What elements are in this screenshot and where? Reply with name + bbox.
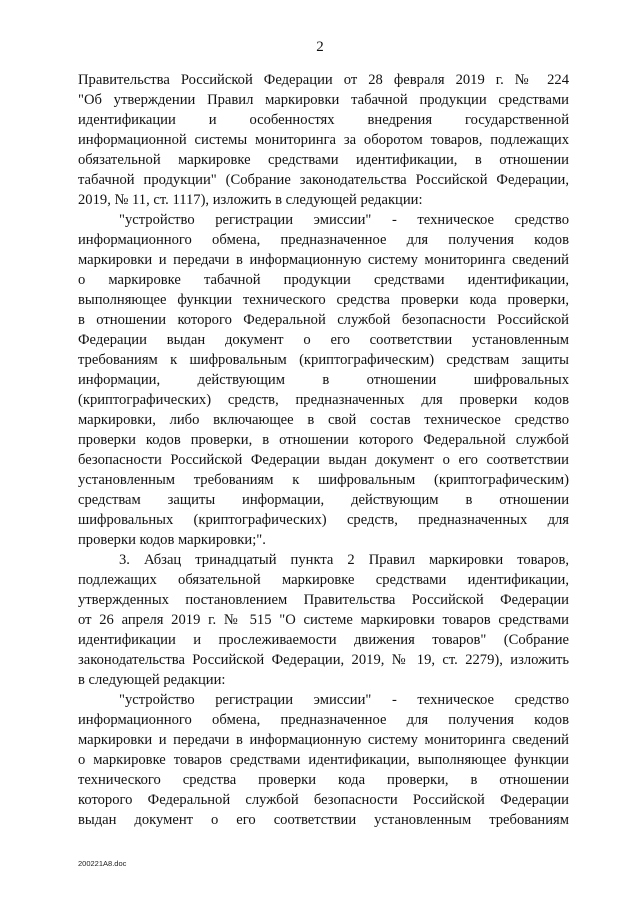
- text-line: шифровальных (криптографических) средств, предназначенных для: [78, 512, 569, 528]
- text-line: установленным требованиям к шифровальным (криптографическим): [78, 472, 569, 488]
- text-line: (криптографических) средств, предназначенных для проверки кодов: [78, 392, 569, 408]
- text-line: которого Федеральной службой безопасности Российской Федерации: [78, 792, 569, 808]
- text-line: проверки кодов маркировки;".: [78, 532, 266, 548]
- text-line: Правительства Российской Федерации от 28 февраля 2019 г. № 224: [78, 72, 569, 88]
- page-number: 2: [316, 39, 324, 55]
- text-line: маркировки и передачи в информационную систему мониторинга сведений: [78, 252, 569, 268]
- file-name-footer: 200221A8.doc: [78, 859, 127, 868]
- text-line: утвержденных постановлением Правительства Российской Федерации: [78, 592, 569, 608]
- text-line: 3. Абзац тринадцатый пункта 2 Правил маркировки товаров,: [119, 552, 569, 568]
- text-line: 2019, № 11, ст. 1117), изложить в следующей редакции:: [78, 192, 423, 208]
- text-line: информационного обмена, предназначенное для получения кодов: [78, 232, 569, 248]
- text-line: средствам защиты информации, действующим в отношении: [78, 492, 569, 508]
- text-line: требованиям к шифровальным (криптографическим) средствам защиты: [78, 352, 569, 368]
- text-line: "Об утверждении Правил маркировки табачной продукции средствами: [78, 92, 569, 108]
- text-line: в следующей редакции:: [78, 672, 226, 688]
- text-line: информации, действующим в отношении шифровальных: [78, 372, 569, 388]
- text-line: технического средства проверки кода проверки, в отношении: [78, 772, 569, 788]
- text-line: выполняющее функции технического средства проверки кода проверки,: [78, 292, 569, 308]
- text-line: проверки кодов проверки, в отношении которого Федеральной службой: [78, 432, 569, 448]
- text-line: обязательной маркировке средствами идентификации, в отношении: [78, 152, 569, 168]
- text-line: в отношении которого Федеральной службой безопасности Российской: [78, 312, 569, 328]
- text-line: информационного обмена, предназначенное для получения кодов: [78, 712, 569, 728]
- text-line: "устройство регистрации эмиссии" - техническое средство: [119, 212, 569, 228]
- text-line: подлежащих обязательной маркировке средствами идентификации,: [78, 572, 569, 588]
- body-text: [78, 70, 569, 830]
- text-line: от 26 апреля 2019 г. № 515 "О системе маркировки товаров средствами: [78, 612, 569, 628]
- text-line: "устройство регистрации эмиссии" - техническое средство: [119, 692, 569, 708]
- text-line: о маркировке товаров средствами идентификации, выполняющее функции: [78, 752, 569, 768]
- text-line: Федерации выдан документ о его соответствии установленным: [78, 332, 569, 348]
- text-line: табачной продукции" (Собрание законодательства Российской Федерации,: [78, 172, 569, 188]
- text-line: о маркировке табачной продукции средствами идентификации,: [78, 272, 569, 288]
- text-line: маркировки и передачи в информационную систему мониторинга сведений: [78, 732, 569, 748]
- text-line: идентификации и особенностях внедрения государственной: [78, 112, 569, 128]
- text-line: законодательства Российской Федерации, 2019, № 19, ст. 2279), изложить: [78, 652, 569, 668]
- text-line: безопасности Российской Федерации выдан документ о его соответствии: [78, 452, 569, 468]
- text-line: выдан документ о его соответствии установленным требованиям: [78, 812, 569, 828]
- text-line: идентификации и прослеживаемости движения товаров" (Собрание: [78, 632, 569, 648]
- text-line: информационной системы мониторинга за оборотом товаров, подлежащих: [78, 132, 569, 148]
- text-line: маркировки, либо включающее в свой состав техническое средство: [78, 412, 569, 428]
